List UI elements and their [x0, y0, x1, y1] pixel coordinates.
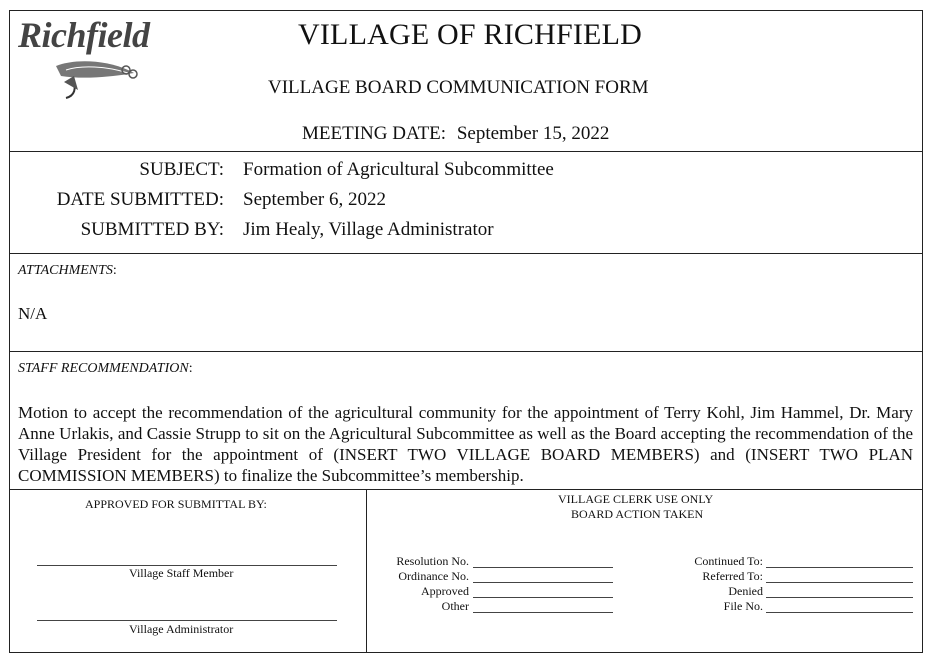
resolution-no-field[interactable]: [473, 567, 613, 568]
staff-recommendation-label-colon: :: [188, 361, 193, 376]
clerk-heading: VILLAGE CLERK USE ONLY: [558, 492, 714, 506]
administrator-signature-line: [37, 620, 337, 621]
other-label: Other: [441, 599, 469, 613]
meeting-date-row: [302, 123, 609, 145]
other-field[interactable]: [473, 612, 613, 613]
continued-to-label: Continued To:: [694, 554, 763, 568]
administrator-caption: Village Administrator: [129, 622, 234, 636]
attachments-label: [18, 263, 117, 279]
approved-label: Approved: [421, 584, 469, 598]
subject-value: Formation of Agricultural Subcommittee: [243, 159, 554, 180]
submitted-by-value: Jim Healy, Village Administrator: [243, 219, 494, 240]
staff-recommendation-label-text: STAFF RECOMMENDATION: [18, 361, 189, 376]
file-no-label: File No.: [723, 599, 763, 613]
attachments-label-colon: :: [112, 263, 117, 278]
staff-recommendation-label: [18, 361, 193, 377]
meeting-date-value: September 15, 2022: [456, 123, 610, 144]
date-submitted-value: September 6, 2022: [243, 189, 387, 210]
file-no-field[interactable]: [766, 612, 913, 613]
denied-label: Denied: [728, 584, 763, 598]
page-title: VILLAGE OF RICHFIELD: [298, 18, 642, 51]
denied-field[interactable]: [766, 597, 913, 598]
date-submitted-label: DATE SUBMITTED:: [56, 189, 224, 210]
referred-to-field[interactable]: [766, 582, 913, 583]
submitted-by-label: SUBMITTED BY:: [80, 219, 224, 240]
resolution-no-label: Resolution No.: [396, 554, 469, 568]
staff-member-caption: Village Staff Member: [129, 566, 234, 580]
subject-label: SUBJECT:: [139, 159, 224, 180]
board-action-heading: BOARD ACTION TAKEN: [571, 507, 704, 521]
approved-field[interactable]: [473, 597, 613, 598]
logo-text: Richfield: [18, 15, 150, 55]
referred-to-label: Referred To:: [702, 569, 763, 583]
meeting-date-label: MEETING DATE:: [302, 123, 447, 144]
attachments-label-text: ATTACHMENTS: [18, 263, 113, 278]
ordinance-no-label: Ordinance No.: [398, 569, 469, 583]
staff-recommendation-text: Motion to accept the recommendation of the agricultural community for the appointment of Terry Kohl, Jim Hammel, Dr. Mary Anne Urlakis, and Cassie Strupp to sit on the Agricultural Subcommittee as well as the Board accepting the recommendation of the Village President for the appointment of (INSERT TWO VILLAGE BOARD MEMBERS) and (INSERT TWO PLAN COMMISSION MEMBERS) to finalize the Subcommittee’s membership.: [18, 403, 913, 485]
continued-to-field[interactable]: [766, 567, 913, 568]
approval-heading: APPROVED FOR SUBMITTAL BY:: [85, 497, 267, 511]
form-subtitle: VILLAGE BOARD COMMUNICATION FORM: [268, 77, 649, 98]
attachments-value: N/A: [18, 304, 48, 323]
ordinance-no-field[interactable]: [473, 582, 613, 583]
